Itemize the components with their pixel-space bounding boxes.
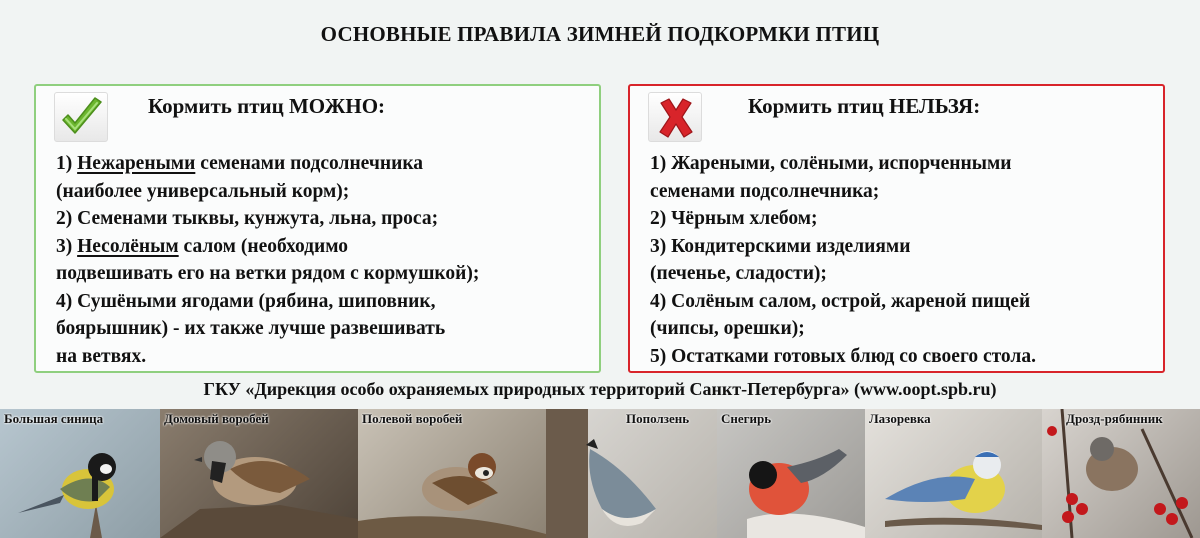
bird-photo-house-sparrow (160, 409, 358, 538)
bird-caption: Полевой воробей (362, 411, 463, 426)
allowed-line: (наиболее универсальный корм); (56, 180, 350, 202)
forbidden-line: 1) Жареными, солёными, испорченными (650, 153, 1012, 174)
cross-icon (648, 92, 702, 142)
forbidden-line: 2) Чёрным хлебом; (650, 208, 818, 229)
forbidden-panel (628, 84, 1165, 373)
bird-caption: Поползень (626, 411, 690, 426)
allowed-list (56, 150, 593, 370)
bird-photo-blue-tit (865, 409, 1042, 538)
allowed-line: 3) Несолёным салом (необходимо (56, 235, 349, 257)
forbidden-line: (печенье, сладости); (650, 263, 827, 284)
check-icon (54, 92, 108, 142)
bird-photo-fieldfare (1042, 409, 1200, 538)
allowed-line: 1) Нежареными семенами подсолнечника (56, 153, 424, 174)
bird-caption: Снегирь (721, 411, 772, 426)
bird-photo-tree-sparrow (358, 409, 546, 538)
bird-photo-strip (0, 409, 1200, 538)
bird-caption: Дрозд-рябинник (1066, 411, 1163, 426)
allowed-line: подвешивать его на ветки рядом с кормушкой); (56, 263, 480, 284)
allowed-line: 2) Семенами тыквы, кунжута, льна, проса; (56, 208, 439, 229)
allowed-heading: Кормить птиц МОЖНО: (148, 94, 386, 118)
allowed-panel (34, 84, 601, 373)
allowed-line: боярышник) - их также лучше развешивать (56, 318, 446, 339)
bird-caption: Лазоревка (869, 411, 931, 426)
organization-footer: ГКУ «Дирекция особо охраняемых природных территорий Санкт-Петербурга» (www.oopt.spb.ru) (203, 379, 997, 399)
bird-caption: Домовый воробей (164, 411, 269, 426)
bird-photo-nuthatch (546, 409, 717, 538)
forbidden-line: семенами подсолнечника; (650, 180, 880, 202)
forbidden-line: 5) Остатками готовых блюд со своего стола. (650, 345, 1036, 367)
forbidden-heading: Кормить птиц НЕЛЬЗЯ: (748, 94, 981, 118)
bird-caption: Большая синица (4, 411, 104, 426)
bird-photo-great-tit (0, 409, 160, 538)
allowed-line: 4) Сушёными ягодами (рябина, шиповник, (56, 290, 436, 312)
forbidden-line: 4) Солёным салом, острой, жареной пищей (650, 290, 1031, 312)
allowed-line: на ветвях. (56, 345, 147, 367)
poster-title: ОСНОВНЫЕ ПРАВИЛА ЗИМНЕЙ ПОДКОРМКИ ПТИЦ (320, 22, 880, 46)
bird-photo-bullfinch (717, 409, 865, 538)
forbidden-line: 3) Кондитерскими изделиями (650, 235, 911, 257)
forbidden-list (650, 150, 1157, 370)
forbidden-line: (чипсы, орешки); (650, 318, 805, 339)
